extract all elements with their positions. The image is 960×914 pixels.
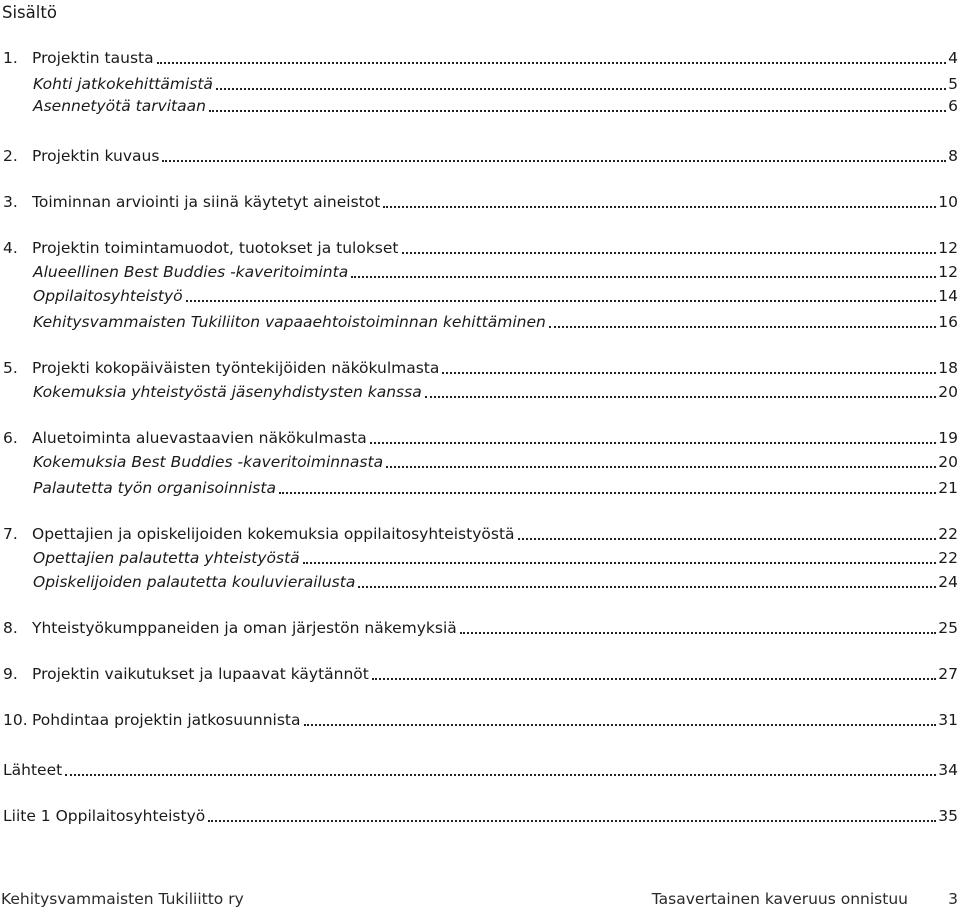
toc-entry-page-number: 34	[938, 761, 958, 779]
toc-entry-number: 2.	[3, 147, 18, 165]
toc-entry[interactable]	[33, 260, 958, 282]
dot-leader	[279, 492, 936, 494]
dot-leader	[358, 586, 936, 588]
toc-entry-page-number: 18	[938, 359, 958, 377]
toc-entry-title: Projekti kokopäiväisten työntekijöiden näkökulmasta	[32, 359, 440, 377]
dot-leader	[372, 678, 936, 680]
toc-entry-page-number: 25	[938, 619, 958, 637]
toc-entry-number: 6.	[3, 429, 18, 447]
dot-leader	[186, 300, 937, 302]
toc-entry-title: Kohti jatkokehittämistä	[33, 75, 213, 93]
dot-leader	[209, 110, 946, 112]
toc-entry-number: 4.	[3, 239, 18, 257]
toc-entry-page-number: 20	[938, 453, 958, 471]
toc-entry-number: 8.	[3, 619, 18, 637]
toc-entry[interactable]	[33, 570, 958, 592]
toc-entry-page-number: 8	[948, 147, 958, 165]
toc-entry[interactable]	[33, 546, 958, 568]
dot-leader	[518, 538, 937, 540]
toc-entry[interactable]	[33, 450, 958, 472]
toc-entry-title: Lähteet	[3, 761, 63, 779]
toc-entry-page-number: 5	[948, 75, 958, 93]
toc-entry-title: Liite 1 Oppilaitosyhteistyö	[3, 807, 206, 825]
toc-entry[interactable]	[3, 662, 958, 684]
toc-entry[interactable]	[3, 356, 958, 378]
toc-entry-page-number: 14	[938, 287, 958, 305]
toc-entry[interactable]	[3, 758, 958, 780]
footer-organization: Kehitysvammaisten Tukiliitto ry	[1, 890, 244, 908]
toc-entry[interactable]	[3, 804, 958, 826]
toc-entry[interactable]	[33, 72, 958, 94]
page-title: Sisältö	[2, 3, 57, 22]
toc-entry-page-number: 4	[948, 49, 958, 67]
toc-entry-title: Projektin tausta	[32, 49, 154, 67]
toc-entry[interactable]	[3, 616, 958, 638]
toc-entry-number: 9.	[3, 665, 18, 683]
toc-entry-title: Kokemuksia Best Buddies -kaveritoiminnasta	[33, 453, 384, 471]
toc-entry-title: Opiskelijoiden palautetta kouluvierailusta	[33, 573, 356, 591]
footer-page-number: 3	[948, 890, 958, 908]
toc-entry-number: 1.	[3, 49, 18, 67]
toc-entry-page-number: 6	[948, 97, 958, 115]
dot-leader	[162, 160, 946, 162]
toc-entry-number: 5.	[3, 359, 18, 377]
toc-entry-page-number: 31	[938, 711, 958, 729]
toc-entry-page-number: 24	[938, 573, 958, 591]
dot-leader	[383, 206, 936, 208]
toc-entry-title: Kokemuksia yhteistyöstä jäsenyhdistysten kanssa	[33, 383, 422, 401]
toc-entry[interactable]	[3, 144, 958, 166]
toc-entry-page-number: 12	[938, 263, 958, 281]
dot-leader	[208, 820, 936, 822]
toc-entry[interactable]	[3, 46, 958, 68]
toc-entry-page-number: 27	[938, 665, 958, 683]
dot-leader	[460, 632, 936, 634]
toc-entry-number: 10.	[3, 711, 28, 729]
dot-leader	[351, 276, 936, 278]
toc-entry[interactable]	[33, 476, 958, 498]
toc-entry[interactable]	[33, 380, 958, 402]
toc-entry-title: Kehitysvammaisten Tukiliiton vapaaehtoistoiminnan kehittäminen	[33, 313, 546, 331]
toc-entry-page-number: 22	[938, 525, 958, 543]
dot-leader	[216, 88, 946, 90]
footer-publication-title: Tasavertainen kaveruus onnistuu	[651, 890, 908, 908]
dot-leader	[65, 774, 936, 776]
dot-leader	[157, 62, 947, 64]
toc-entry-title: Projektin kuvaus	[32, 147, 160, 165]
dot-leader	[402, 252, 937, 254]
dot-leader	[303, 562, 937, 564]
toc-entry[interactable]	[33, 94, 958, 116]
dot-leader	[442, 372, 936, 374]
toc-entry[interactable]	[3, 522, 958, 544]
toc-entry-title: Asennetyötä tarvitaan	[33, 97, 206, 115]
toc-entry-title: Oppilaitosyhteistyö	[33, 287, 183, 305]
toc-entry-title: Opettajien ja opiskelijoiden kokemuksia oppilaitosyhteistyöstä	[32, 525, 515, 543]
toc-entry-title: Yhteistyökumppaneiden ja oman järjestön näkemyksiä	[32, 619, 457, 637]
toc-entry-page-number: 20	[938, 383, 958, 401]
toc-entry-title: Projektin vaikutukset ja lupaavat käytännöt	[32, 665, 369, 683]
toc-entry[interactable]	[3, 426, 958, 448]
dot-leader	[425, 396, 937, 398]
toc-entry-page-number: 19	[938, 429, 958, 447]
toc-entry-title: Projektin toimintamuodot, tuotokset ja tulokset	[32, 239, 399, 257]
toc-entry-title: Aluetoiminta aluevastaavien näkökulmasta	[32, 429, 367, 447]
toc-entry-title: Palautetta työn organisoinnista	[33, 479, 276, 497]
toc-entry-page-number: 10	[938, 193, 958, 211]
toc-entry[interactable]	[3, 708, 958, 730]
toc-entry-title: Alueellinen Best Buddies -kaveritoiminta	[33, 263, 349, 281]
toc-entry-page-number: 21	[938, 479, 958, 497]
toc-entry[interactable]	[3, 236, 958, 258]
dot-leader	[304, 724, 937, 726]
toc-entry-number: 7.	[3, 525, 18, 543]
toc-entry-title: Opettajien palautetta yhteistyöstä	[33, 549, 300, 567]
dot-leader	[386, 466, 936, 468]
toc-entry[interactable]	[33, 284, 958, 306]
toc-entry-page-number: 16	[938, 313, 958, 331]
toc-entry-page-number: 12	[938, 239, 958, 257]
toc-entry-title: Pohdintaa projektin jatkosuunnista	[32, 711, 301, 729]
toc-entry-page-number: 22	[938, 549, 958, 567]
toc-entry[interactable]	[33, 310, 958, 332]
page-footer	[0, 888, 960, 912]
toc-entry-page-number: 35	[938, 807, 958, 825]
toc-entry[interactable]	[3, 190, 958, 212]
toc-entry-title: Toiminnan arviointi ja siinä käytetyt aineistot	[32, 193, 381, 211]
dot-leader	[549, 326, 936, 328]
dot-leader	[370, 442, 937, 444]
toc-entry-number: 3.	[3, 193, 18, 211]
